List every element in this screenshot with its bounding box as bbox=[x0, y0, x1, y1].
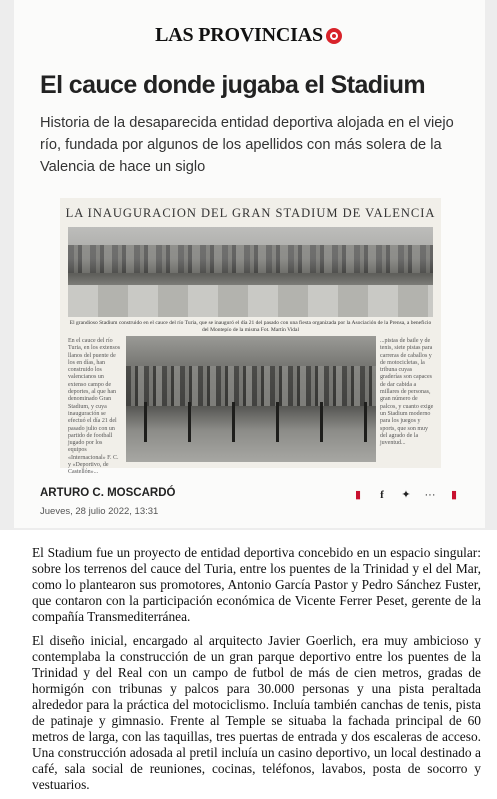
newspaper-clipping-image bbox=[60, 198, 441, 476]
clipping-photo-credit: Fot. Martín Vidal bbox=[260, 327, 300, 333]
publish-date: Jueves, 28 julio 2022, 13:31 bbox=[40, 506, 159, 517]
bookmark-icon[interactable]: ▮ bbox=[450, 489, 458, 501]
twitter-icon[interactable]: ✦ bbox=[401, 489, 411, 501]
brand-logo-text: LAS PROVINCIAS bbox=[155, 24, 323, 46]
clipping-title: LA INAUGURACION DEL GRAN STADIUM DE VALENCIA bbox=[65, 206, 436, 220]
author-byline[interactable]: ARTURO C. MOSCARDÓ bbox=[40, 487, 176, 499]
clipping-caption bbox=[68, 320, 433, 334]
article-subtitle: Historia de la desaparecida entidad deportiva alojada en el viejo río, fundada por algunos de los apellidos con más solera de la Valencia de hace un siglo bbox=[40, 115, 454, 175]
brand-logo-icon bbox=[326, 28, 342, 44]
clipping-caption-text: El grandioso Stadium construido en el cauce del río Turia, que se inauguró el día 21 del pasado con una fiesta organizada por la Asociación de la Prensa, a beneficio del Montepío de la misma bbox=[69, 320, 432, 333]
photo-players bbox=[126, 402, 376, 442]
football-match-photo bbox=[126, 336, 376, 462]
body-paragraph-2: El diseño inicial, encargado al arquitecto Javier Goerlich, era muy ambicioso y contemplaba la construcción de un gran parque deportivo entre los puentes de la Trinidad y del Real con un campo de futbol de más de cien metros, gradas de hormigón con tribunas y palcos para 30.000 personas y una pista peraltada alrededor para la práctica del motociclismo. Incluía también canchas de tenis, pista de patinaje y gimnasio. Frente al Temple se situaba la fachada principal de 60 metros de larga, con las taquillas, tres puertas de entrada y dos escaleras de acceso. Una construcción adosada al pretil incluía un casino deportivo, un local destinado a café, sala social de reuniones, cocinas, teléfonos, lavabos, posta de socorro y vestuarios. bbox=[32, 633, 481, 792]
photo-crowd bbox=[126, 366, 376, 406]
clipping-column-right: ...pistas de baile y de tenis, siete pistas para carreras de caballos y de motocicletas, la tribuna cuyas graderías son capaces de dar cabida a millares de personas, gran número de palcos, y cuanto exige un Stadium moderno para los juegos y sports, que son muy del agrado de la juventud... bbox=[380, 338, 434, 447]
photo-trees bbox=[68, 245, 433, 273]
more-icon[interactable]: ··· bbox=[424, 489, 436, 501]
article-headline: El cauce donde jugaba el Stadium bbox=[40, 71, 426, 99]
comment-icon[interactable]: ▮ bbox=[354, 489, 362, 501]
photo-field bbox=[68, 285, 433, 317]
masthead[interactable] bbox=[0, 24, 497, 47]
share-toolbar bbox=[346, 488, 466, 502]
facebook-icon[interactable]: f bbox=[380, 489, 384, 501]
clipping-column-left: En el cauce del río Turia, en los extensos llanos del puente de los en días, han construido los valencianos un extenso campo de deportes, al que han denominado Gran Stadium, y cuya inauguración se efectuó el día 21 del pasado julio con un partido de football jugado por los equipos «Internacional» F. C. y «Deportivo, de Castellón»... bbox=[68, 338, 121, 476]
stadium-panorama-photo bbox=[68, 227, 433, 317]
body-paragraph-1: El Stadium fue un proyecto de entidad deportiva concebido en un espacio singular: sobre los terrenos del cauce del Turia, entre los puentes de la Trinidad y el del Mar, como lo plantearon sus promotores, Antonio García Pastor y Pedro Sánchez Fuster, que contaron con la participación económica de Vicente Ferrer Peset, gerente de la compañía Transmediterránea. bbox=[32, 545, 481, 624]
